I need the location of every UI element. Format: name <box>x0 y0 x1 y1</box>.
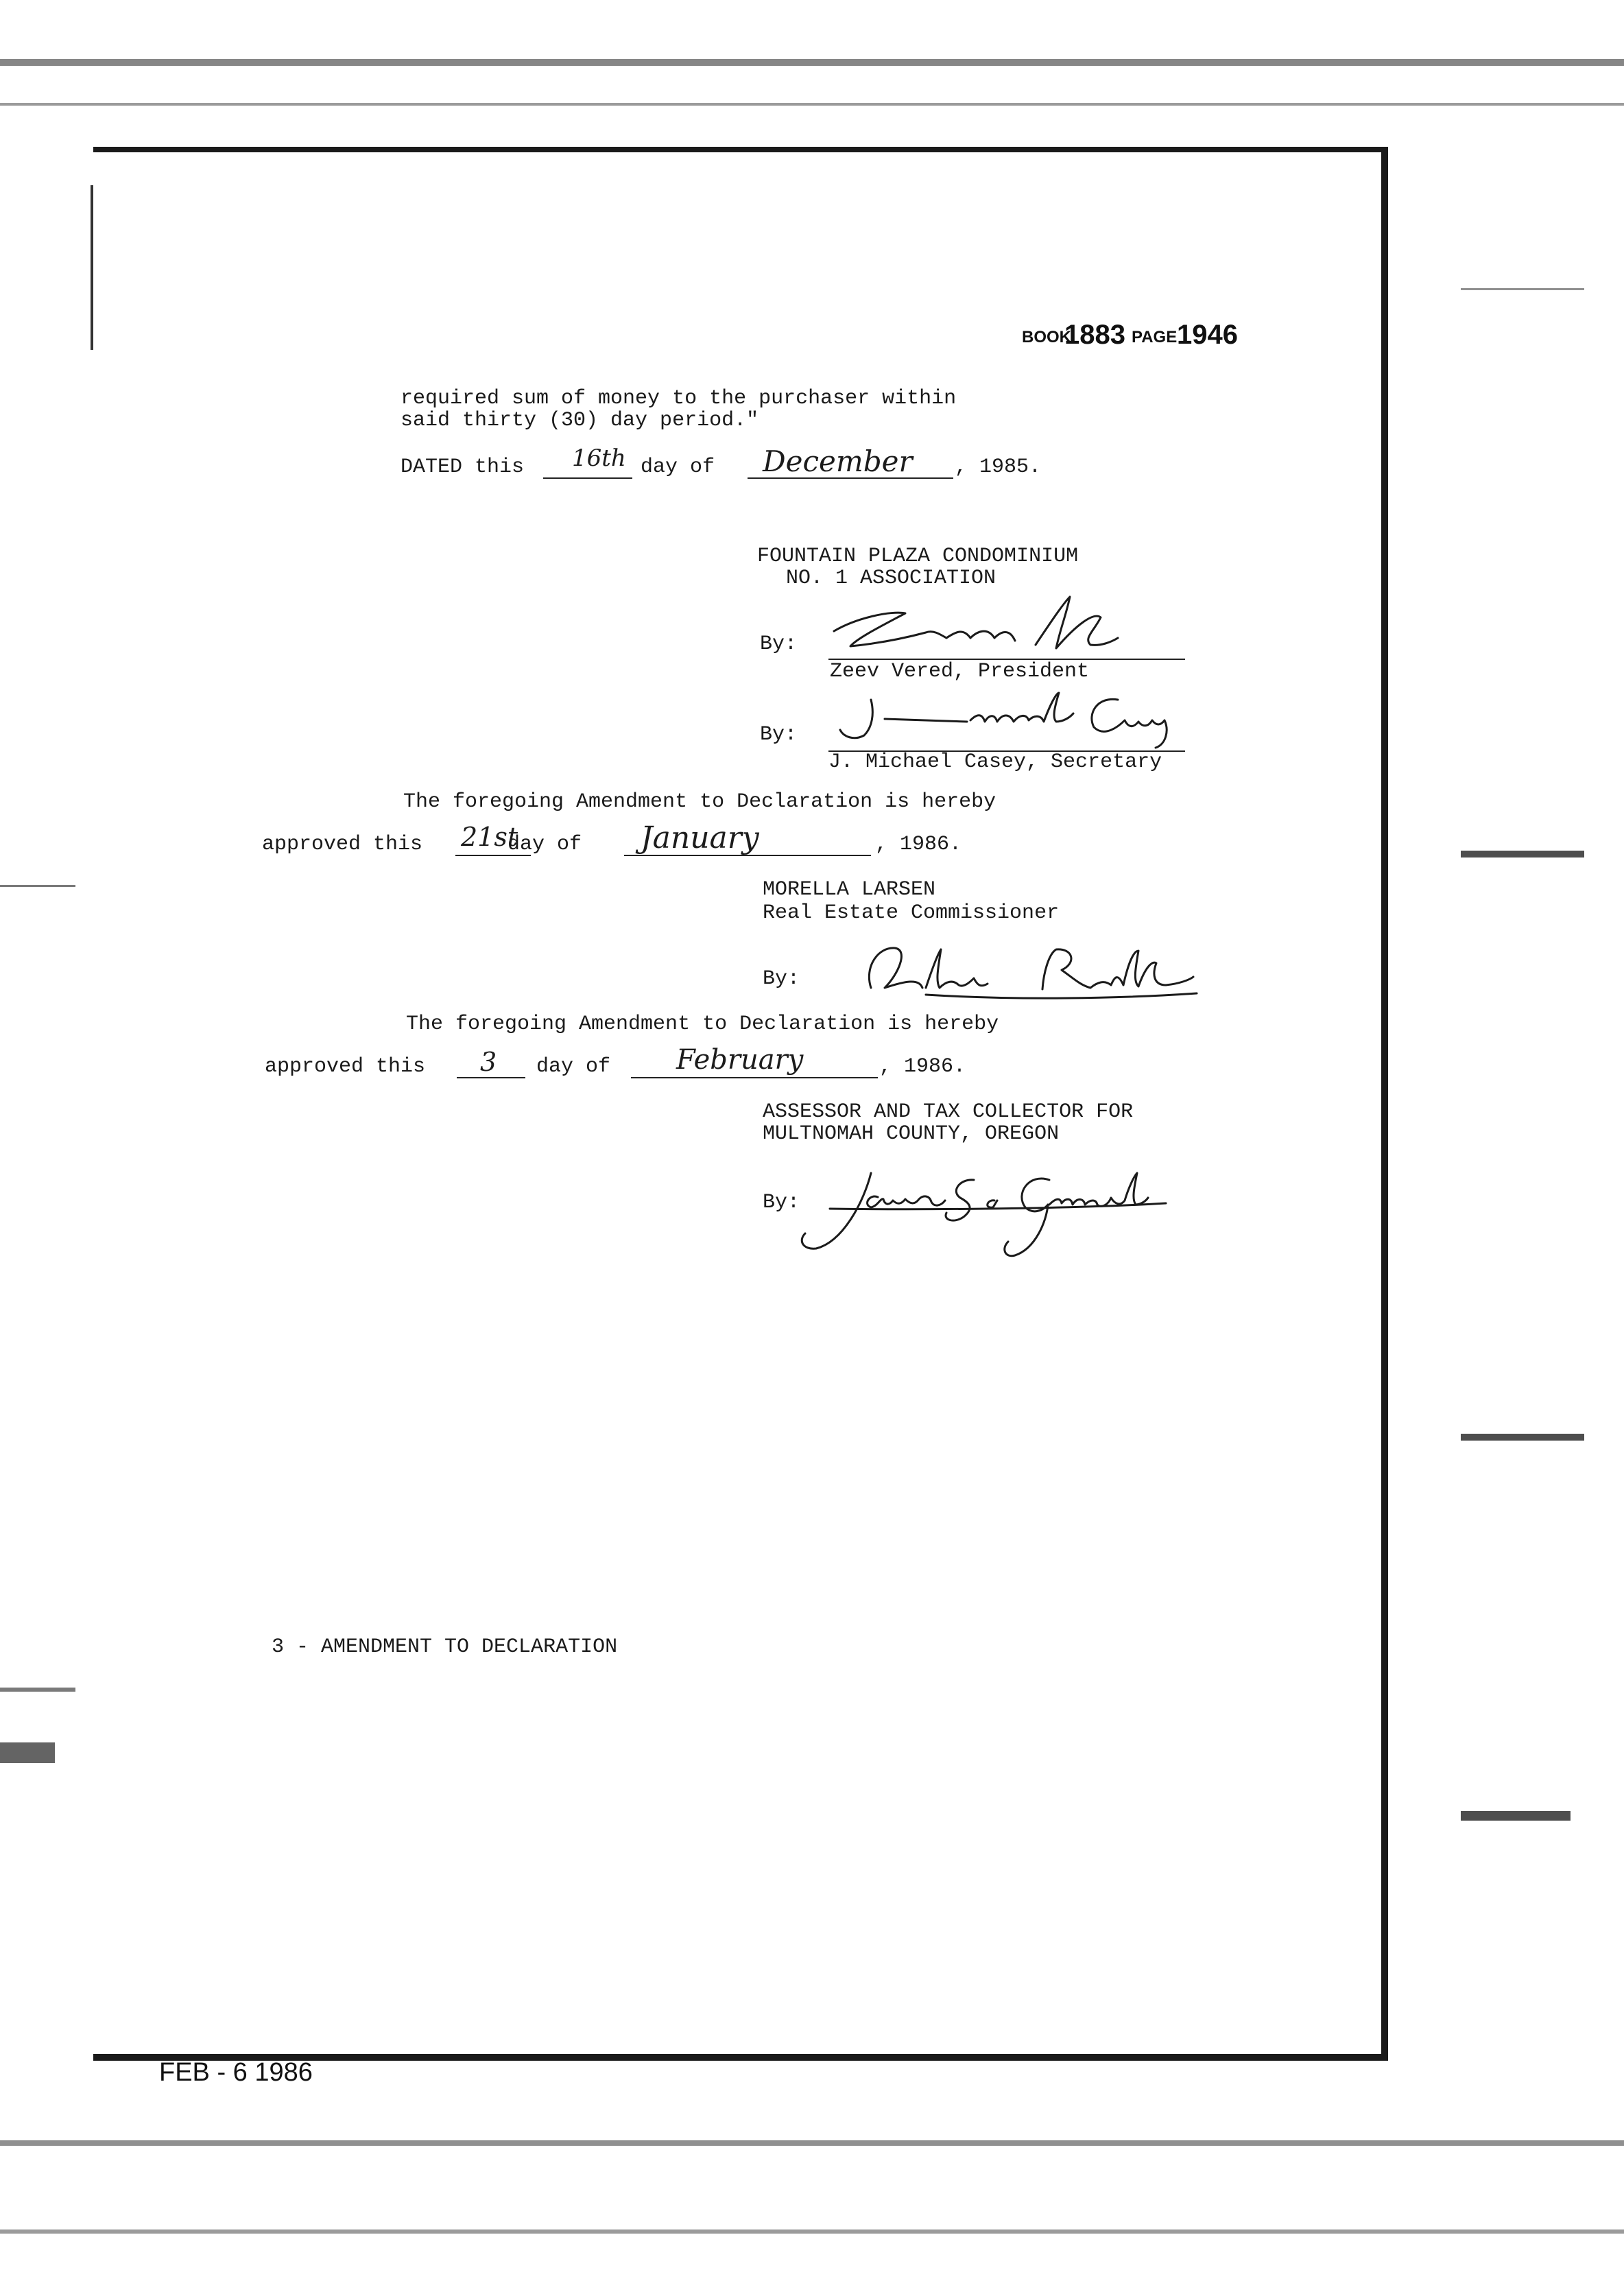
approval1-day: 21st <box>461 822 518 852</box>
dated-day: 16th <box>572 445 626 472</box>
signature-michael-casey <box>823 679 1193 755</box>
scan-edge-right-3 <box>1461 1434 1584 1441</box>
dated-day-underline <box>543 477 632 479</box>
page-label: PAGE <box>1132 328 1178 346</box>
approval1-official: MORELLA LARSEN <box>763 878 936 901</box>
book-label: BOOK <box>1022 328 1071 346</box>
approval1-month-underline <box>624 855 871 856</box>
approval1-by-label: By: <box>763 967 800 991</box>
signature-alberta-raethke <box>844 940 1200 1002</box>
signature-james-gronowski <box>789 1159 1173 1262</box>
received-date-stamp: FEB - 6 1986 <box>159 2058 313 2087</box>
approval1-prefix: approved this <box>262 833 423 856</box>
approval2-official-2: MULTNOMAH COUNTY, OREGON <box>763 1122 1060 1146</box>
dated-mid: day of <box>641 456 715 479</box>
scan-edge-bottom <box>0 2140 1624 2146</box>
approval1-mid: day of <box>508 833 582 856</box>
by-label-1: By: <box>760 632 798 656</box>
signer-2: J. Michael Casey, Secretary <box>828 750 1162 774</box>
association-name-2: NO. 1 ASSOCIATION <box>786 567 996 590</box>
dated-month: December <box>763 445 913 478</box>
approval2-year: , 1986. <box>879 1055 966 1078</box>
approval2-month-underline <box>631 1077 878 1078</box>
scan-edge-top <box>0 59 1624 66</box>
dated-month-underline <box>748 477 953 479</box>
approval1-title: Real Estate Commissioner <box>763 901 1060 925</box>
approval2-by-label: By: <box>763 1191 800 1214</box>
scan-edge-left-2 <box>0 1688 75 1692</box>
body-line-1: required sum of money to the purchaser within <box>401 387 957 410</box>
body-line-2: said thirty (30) day period." <box>401 409 759 432</box>
dated-prefix: DATED this <box>401 456 525 479</box>
approval2-official-1: ASSESSOR AND TAX COLLECTOR FOR <box>763 1100 1134 1124</box>
by-label-2: By: <box>760 723 798 746</box>
page-number: 1946 <box>1177 320 1238 350</box>
scan-edge-right-2 <box>1461 851 1584 857</box>
scan-edge-left-3 <box>0 1742 55 1763</box>
approval2-prefix: approved this <box>265 1055 426 1078</box>
approval2-mid: day of <box>536 1055 611 1078</box>
approval2-day-underline <box>457 1077 525 1078</box>
footer-label: 3 - AMENDMENT TO DECLARATION <box>272 1635 618 1659</box>
scan-edge-right-4 <box>1461 1811 1571 1821</box>
approval1-line-1: The foregoing Amendment to Declaration is hereby <box>403 790 996 814</box>
scan-edge-right <box>1461 288 1584 290</box>
scan-edge-left <box>0 885 75 887</box>
approval2-day: 3 <box>480 1047 497 1077</box>
approval1-year: , 1986. <box>875 833 962 856</box>
scan-edge-top-2 <box>0 103 1624 106</box>
association-name-1: FOUNTAIN PLAZA CONDOMINIUM <box>757 545 1079 568</box>
dated-year: , 1985. <box>955 456 1042 479</box>
scan-edge-bottom-2 <box>0 2229 1624 2234</box>
signature-zeev-vered <box>830 583 1186 659</box>
approval1-month: January <box>641 820 759 855</box>
book-number: 1883 <box>1064 320 1125 350</box>
page-frame <box>93 147 1388 2061</box>
approval2-line-1: The foregoing Amendment to Declaration is hereby <box>406 1013 999 1036</box>
page-frame-left-edge <box>91 185 93 350</box>
signer-1: Zeev Vered, President <box>830 660 1090 683</box>
approval2-month: February <box>676 1044 804 1076</box>
